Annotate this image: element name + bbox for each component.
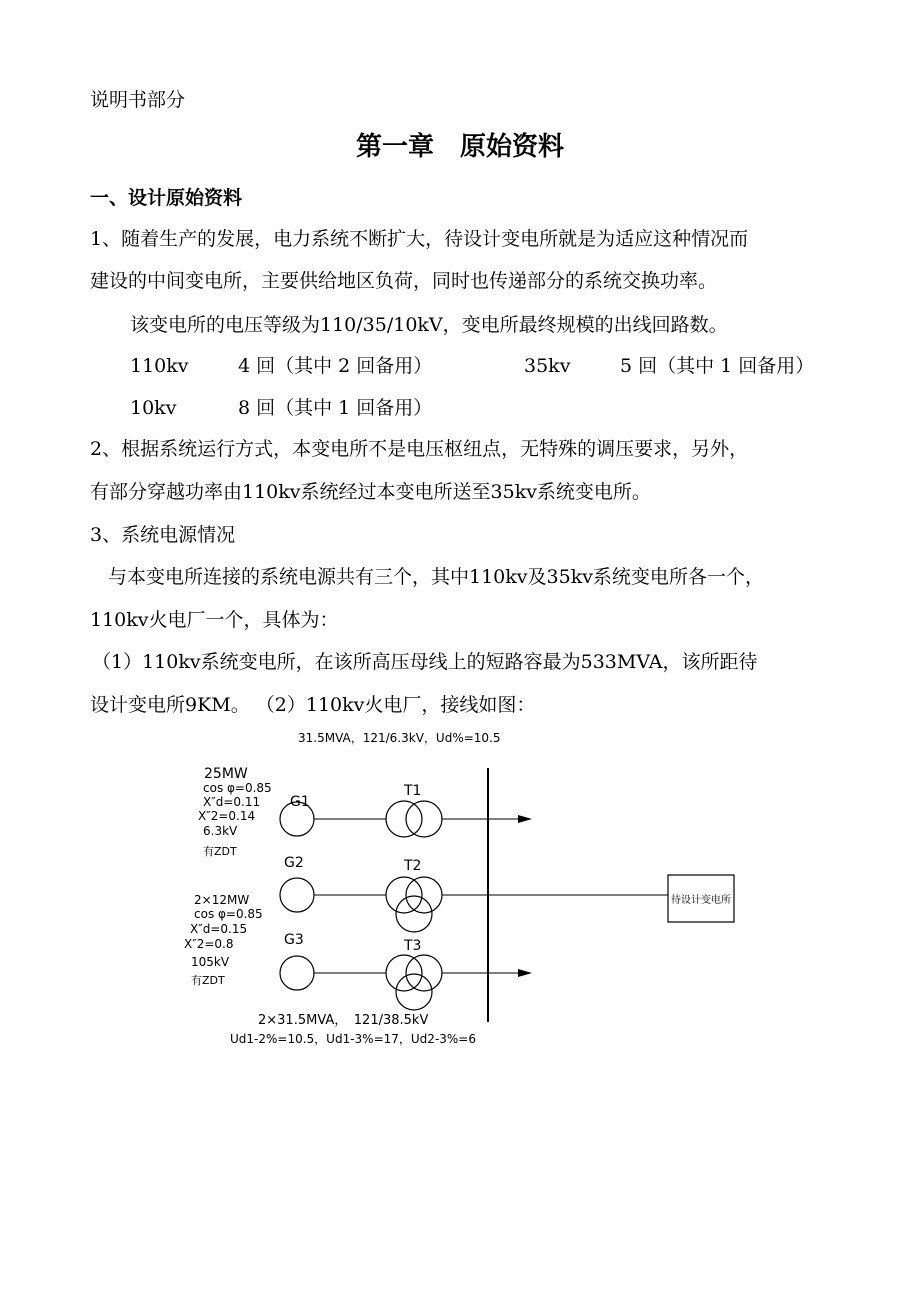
g3-label: G3	[284, 932, 304, 948]
item1-line2: 建设的中间变电所，主要供给地区负荷，同时也传递部分的系统交换功率。	[90, 270, 718, 292]
item3-line1: 与本变电所连接的系统电源共有三个，其中110kv及35kv系统变电所各一个，	[108, 566, 764, 588]
circuit-voltage: 110kv	[130, 355, 189, 377]
g23-param: cos φ=0.85	[194, 907, 263, 921]
g2-label: G2	[284, 855, 304, 871]
transformer-t3-tertiary	[396, 974, 432, 1010]
outgoing-arrow	[518, 815, 532, 823]
g23-param: 105kV	[191, 955, 230, 969]
section-heading: 一、设计原始资料	[90, 187, 243, 209]
g23-param: X″d=0.15	[190, 922, 248, 936]
generator-g2	[280, 878, 314, 912]
g23-param: 2×12MW	[194, 893, 250, 907]
item1-line3: 该变电所的电压等级为110/35/10kV，变电所最终规模的出线回路数。	[130, 314, 728, 336]
transformer-t2-secondary	[406, 877, 442, 913]
t3-label: T3	[404, 938, 422, 954]
document-header: 说明书部分	[90, 89, 186, 111]
transformer-t1-primary	[386, 801, 422, 837]
item2-line1: 2、根据系统运行方式，本变电所不是电压枢纽点，无特殊的调压要求，另外，	[90, 438, 749, 460]
item3-line3: （1）110kv系统变电所，在该所高压母线上的短路容最为533MVA，该所距待	[92, 651, 758, 673]
transformer-t2-tertiary	[396, 896, 432, 932]
transformer-t3-secondary	[406, 955, 442, 991]
g23-param: 有ZDT	[191, 974, 225, 987]
item2-line2: 有部分穿越功率由110kv系统经过本变电所送至35kv系统变电所。	[90, 481, 651, 503]
circuit-voltage: 10kv	[130, 397, 177, 419]
circuit-count: 8 回（其中 1 回备用）	[238, 397, 433, 419]
t23-rating-line2: Ud1-2%=10.5，Ud1-3%=17，Ud2-3%=6	[230, 1032, 476, 1046]
g23-param: X″2=0.8	[184, 937, 234, 951]
item3-heading: 3、系统电源情况	[90, 524, 236, 546]
g1-label: G1	[290, 794, 310, 810]
transformer-t1-secondary	[406, 801, 442, 837]
item1-line1: 1、随着生产的发展，电力系统不断扩大，待设计变电所就是为适应这种情况而	[90, 228, 749, 250]
chapter-title: 第一章 原始资料	[355, 132, 564, 162]
circuit-voltage: 35kv	[524, 355, 571, 377]
t23-rating-line1: 2×31.5MVA， 121/38.5kV	[258, 1013, 429, 1028]
generator-g3	[280, 956, 314, 990]
transformer-t2-primary	[386, 877, 422, 913]
t2-label: T2	[404, 858, 422, 874]
item3-line2: 110kv火电厂一个，具体为：	[90, 609, 339, 631]
g1-param: 有ZDT	[203, 845, 237, 858]
target-substation-label: 待设计变电所	[671, 895, 731, 906]
g1-param: 25MW	[204, 766, 248, 782]
circuit-count: 4 回（其中 2 回备用）	[238, 355, 433, 377]
g1-param: cos φ=0.85	[203, 781, 272, 795]
g1-param: 6.3kV	[203, 824, 238, 838]
outgoing-arrow	[518, 969, 532, 977]
g1-param: X″2=0.14	[198, 809, 256, 823]
g1-param: X″d=0.11	[203, 795, 261, 809]
transformer-t3-primary	[386, 955, 422, 991]
t1-rating: 31.5MVA，121/6.3kV，Ud%=10.5	[298, 731, 501, 745]
t1-label: T1	[404, 783, 422, 799]
circuit-count: 5 回（其中 1 回备用）	[620, 355, 815, 377]
item3-line4: 设计变电所9KM。 （2）110kv火电厂，接线如图：	[90, 694, 536, 716]
